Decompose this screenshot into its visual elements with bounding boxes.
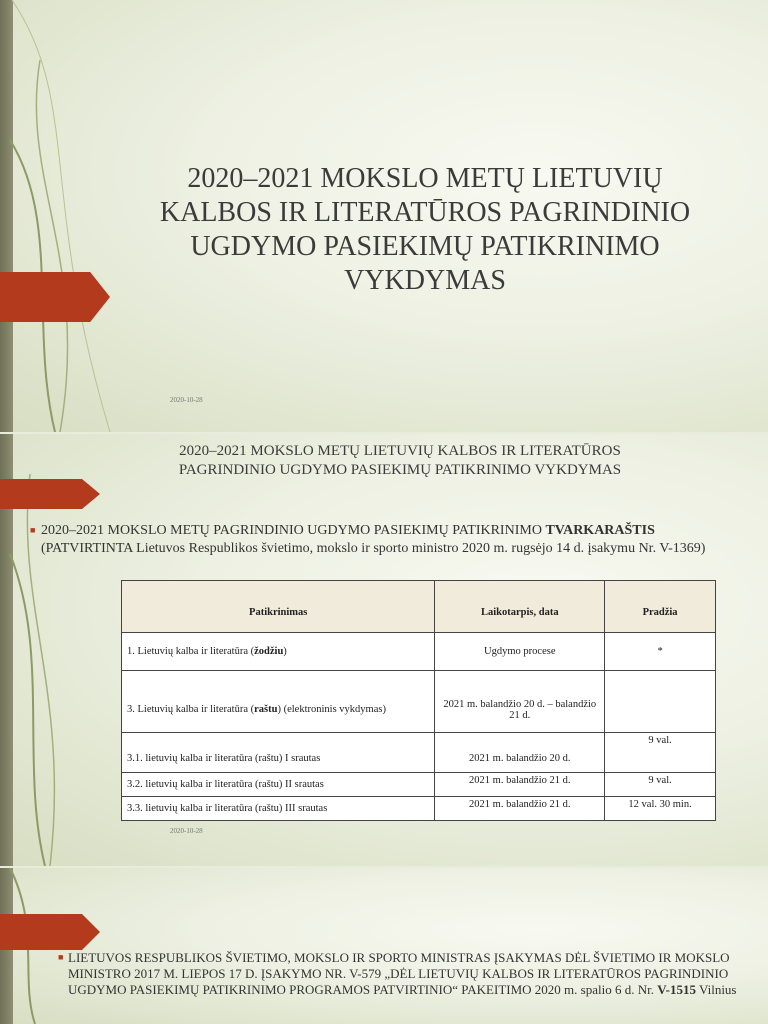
cell-period: 2021 m. balandžio 21 d. <box>435 797 605 821</box>
header-start: Pradžia <box>605 581 716 633</box>
schedule-intro-sub: (PATVIRTINTA Lietuvos Respublikos švietimo, mokslo ir sporto ministro 2020 m. rugsėjo 14 d. įsakymu Nr. V-1369) <box>41 541 706 556</box>
slide-3 <box>0 868 768 1024</box>
accent-arrow-tab <box>0 272 110 322</box>
table-row <box>122 797 716 821</box>
slide-1-date: 2020-10-28 <box>170 396 203 404</box>
cell-period: Ugdymo procese <box>435 633 605 671</box>
schedule-intro-text: 2020–2021 MOKSLO METŲ PAGRINDINIO UGDYMO PASIEKIMŲ PATIKRINIMO <box>41 523 546 538</box>
cell-period: 2021 m. balandžio 20 d. <box>435 733 605 773</box>
schedule-table <box>121 580 716 821</box>
table-row <box>122 773 716 797</box>
table-header-row <box>122 581 716 633</box>
table-row <box>122 633 716 671</box>
slide-2-date: 2020-10-28 <box>170 827 203 835</box>
cell-period: 2021 m. balandžio 20 d. – balandžio 21 d. <box>435 671 605 733</box>
order-text: LIETUVOS RESPUBLIKOS ŠVIETIMO, MOKSLO IR SPORTO MINISTRAS ĮSAKYMAS DĖL ŠVIETIMO IR MOKSLO MINISTRO 2017 M. LIEPOS 17 D. ĮSAKYMO NR. V-579 „DĖL LIETUVIŲ KALBOS IR LITERATŪROS PAGRINDINIO UGDYMO PASIEKIMŲ PATIKRINIMO PROGRAMOS PATVIRTINIO“ PAKEITIMO 2020 m. spalio 6 d. Nr. V-1515 Vilnius <box>68 950 737 997</box>
cell-exam: 3.3. lietuvių kalba ir literatūra (raštu) III srautas <box>122 797 435 821</box>
cell-start: 9 val. <box>605 733 716 773</box>
cell-exam: 1. Lietuvių kalba ir literatūra (žodžiu) <box>122 633 435 671</box>
header-exam: Patikrinimas <box>122 581 435 633</box>
square-bullet-icon: ■ <box>30 525 36 535</box>
slide-2-title: 2020–2021 MOKSLO METŲ LIETUVIŲ KALBOS IR LITERATŪROS PAGRINDINIO UGDYMO PASIEKIMŲ PATIKRINIMO VYKDYMAS <box>178 443 622 478</box>
cell-exam: 3.1. lietuvių kalba ir literatūra (raštu) I srautas <box>122 733 435 773</box>
accent-arrow-tab <box>0 479 100 509</box>
cell-start: * <box>605 633 716 671</box>
cell-exam: 3. Lietuvių kalba ir literatūra (raštu) (elektroninis vykdymas) <box>122 671 435 733</box>
table-row <box>122 671 716 733</box>
square-bullet-icon: ■ <box>58 952 64 962</box>
cell-start: 9 val. <box>605 773 716 797</box>
table-row <box>122 733 716 773</box>
header-period: Laikotarpis, data <box>435 581 605 633</box>
cell-exam: 3.2. lietuvių kalba ir literatūra (raštu) II srautas <box>122 773 435 797</box>
schedule-intro-bold: TVARKARAŠTIS <box>545 523 655 538</box>
slide-1-title: 2020–2021 MOKSLO METŲ LIETUVIŲ KALBOS IR LITERATŪROS PAGRINDINIO UGDYMO PASIEKIMŲ PATIKRINIMO VYKDYMAS <box>159 163 691 296</box>
schedule-intro <box>41 522 741 558</box>
cell-start <box>605 671 716 733</box>
cell-period: 2021 m. balandžio 21 d. <box>435 773 605 797</box>
cell-start: 12 val. 30 min. <box>605 797 716 821</box>
decorative-curves <box>0 0 160 432</box>
accent-arrow-tab <box>0 914 100 950</box>
